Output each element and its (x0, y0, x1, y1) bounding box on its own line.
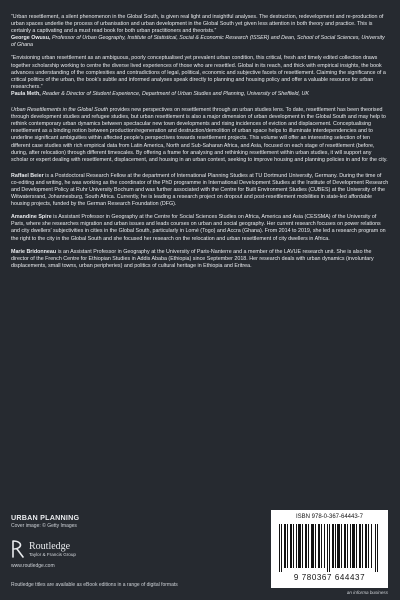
cover-credit: Cover image: © Getty Images (11, 523, 77, 529)
quote-1 (11, 14, 389, 49)
bio-beier (11, 173, 389, 208)
publisher-website[interactable]: www.routledge.com (11, 563, 55, 569)
ebook-note: Routledge titles are available as eBook editions in a range of digital formats (11, 582, 178, 588)
bio-bridonneau-text: is an Assistant Professor in Geography at the University of Paris-Nanterre and a member of the LAVUE research unit. She is also the director of the French Centre for Ethiopian Studies in Addis Ababa (Ethiopia) since September 2018. Her research deals with urban dynamics (involuntary displacements, small towns, urban peripheries) and politics of cultural heritage in Ethiopia and Eritrea. (11, 248, 374, 269)
barcode-box (271, 510, 388, 588)
bio-spire-name: Amandine Spire (11, 214, 52, 221)
series-label: URBAN PLANNING (11, 513, 80, 522)
isbn-label: ISBN 978-0-367-64443-7 (295, 514, 364, 520)
book-description-body: provides new perspectives on resettlement through an urban studies lens. To date, resettlement has been theorised through development studies and refugee studies, but urban resettlement is also a major dimension of urban development in the Global South and may help to rethink contemporary urban dynamics between spectacular new town developments and rising incidences of eviction and displacement. Conceptualising resettlement as a binding notion between production/regeneration and destruction/demolition of urban space helps to illuminate interdependencies and to underline significant ambiguities within affected people’s perspectives towards resettlement projects. This volume will offer an interesting selection of ten different case studies with rich empirical data from Latin America, North and Sub-Saharan Africa, and Asia, focused on each stage of resettlement (before, during, after relocation) through different timescales. By offering a frame for analysing and rethinking resettlement within urban studies, it will support any scholar or expert dealing with resettlement, displacement, and housing in an urban context, seeking to improve housing and planning policies in and for the city. (11, 107, 388, 163)
publisher-logo (11, 540, 76, 558)
bio-bridonneau-name: Marie Bridonneau (11, 248, 57, 255)
informa-imprint: an informa business (346, 590, 388, 595)
barcode-graphic (277, 524, 382, 572)
quote-2-affiliation: Reader & Director of Student Experience, Department of Urban Studies and Planning, University of Sheffield, UK (40, 90, 309, 97)
publisher-group: Taylor & Francis Group (29, 551, 76, 557)
bio-bridonneau (11, 249, 389, 270)
bio-spire (11, 214, 389, 242)
quote-2 (11, 55, 389, 98)
quote-2-author: Paula Meth, (11, 90, 41, 97)
routledge-r-icon (11, 540, 25, 558)
book-title-italic: Urban Resettlements in the Global South (11, 107, 109, 114)
quote-1-author: George Owusu, (11, 35, 51, 42)
quote-1-text: “Urban resettlement, a silent phenomenon in the Global South, is given real light and insightful analyses. The destruction, redevelopment and re-production of urban spaces underlie the process of urbanisation and urban development in the Global South yet given less attention in both theory and practice. This is certainly a captivating and a must read book for both urban practitioners and theorists.” (11, 14, 384, 35)
bio-beier-name: Raffael Beier (11, 172, 44, 179)
quote-1-affiliation: Professor of Urban Geography, Institute of Statistical, Social & Economic Research (ISSER) and Dean, School of Social Sciences, University of Ghana (11, 35, 385, 49)
publisher-name: Routledge (29, 540, 71, 552)
quote-2-text: “Envisioning urban resettlement as an ambiguous, poorly conceptualised yet prevalent urban condition, this critical, fresh and timely edited collection draws together scholarship working to centre the diverse lived experiences of those who are resettled. Global in its reach, and thick with empirical insights, the book advances understanding of the complexities and contradictions of legal, political, economic and subjective facets of resettlement. Claiming the significance of a critical politics of the urban, the book’s subtle and informed analyses speak directly to planning and housing policy and offer a valuable resource for urban researchers.” (11, 55, 386, 90)
barcode-digits: 9 780367 644437 (293, 573, 366, 582)
bio-beier-text: is a Postdoctoral Research Fellow at the department of International Planning Studies at TU Dortmund University, Germany. During the time of co-editing and writing, he was working as the coordinator of the PhD programme in International Development Studies at the Institute of Development Research and Development Policy at Ruhr University Bochum and was further associated with the Centre for Built Environment Studies (CUBES) at the University of the Witwatersrand, Johannesburg, South Africa. Currently, he is leading a research project on dropout and post-resettlement mobilities in state-led affordable housing projects, funded by the German Research Foundation (DFG). (11, 172, 389, 208)
book-description (11, 107, 389, 164)
bio-spire-text: is Assistant Professor in Geography at the Centre for Social Sciences Studies on Africa, America and Asia (CESSMA) of the University of Paris, where she researches migration and urban issues and leads courses on urban and social geography. Her current research focuses on power relations and city dwellers’ subjectivities in cities in the Global South, particularly in Lomé (Togo) and Accra (Ghana). From 2014 to 2019, she led a research program on the right to the city in the Global South and she focused her research on the relocation and urban resettlement of city dwellers in Africa. (11, 214, 386, 242)
